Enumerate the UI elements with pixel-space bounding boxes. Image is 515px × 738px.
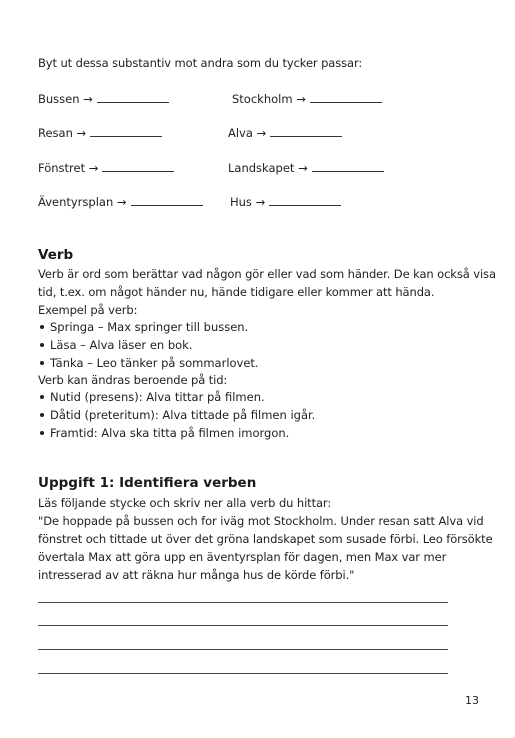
answer-line[interactable] (38, 649, 448, 650)
verb-description-line-1: Verb är ord som berättar vad någon gör eller vad som händer. De kan också visa (38, 267, 496, 281)
task-heading: Uppgift 1: Identifiera verben (38, 475, 257, 491)
noun-right-4 (230, 194, 341, 210)
passage-line-2: fönstret och tittade ut över det gröna landskapet som susade förbi. Leo försökte (38, 532, 493, 546)
noun-label: Hus → (230, 195, 266, 209)
answer-blank[interactable] (312, 160, 384, 172)
list-item: Dåtid (preteritum): Alva tittade på filmen igår. (38, 406, 315, 424)
passage-line-1: "De hoppade på bussen och for iväg mot Stockholm. Under resan satt Alva vid (38, 514, 484, 528)
answer-blank[interactable] (102, 160, 174, 172)
passage-line-3: övertala Max att göra upp en äventyrsplan för dagen, men Max var mer (38, 550, 447, 564)
noun-instruction: Byt ut dessa substantiv mot andra som du tycker passar: (38, 56, 363, 70)
tense-list (38, 388, 315, 442)
noun-label: Alva → (228, 126, 267, 140)
list-item: Framtid: Alva ska titta på filmen imorgon. (38, 424, 315, 442)
list-item: Springa – Max springer till bussen. (38, 318, 259, 336)
noun-label: Stockholm → (232, 92, 306, 106)
verb-heading: Verb (38, 247, 74, 263)
list-item: Nutid (presens): Alva tittar på filmen. (38, 388, 315, 406)
noun-label: Bussen → (38, 92, 93, 106)
noun-label: Fönstret → (38, 161, 99, 175)
answer-line[interactable] (38, 673, 448, 674)
examples-label: Exempel på verb: (38, 303, 138, 317)
passage-line-4: intresserad av att räkna hur många hus de körde förbi." (38, 568, 355, 582)
answer-line[interactable] (38, 625, 448, 626)
noun-label: Landskapet → (228, 161, 308, 175)
noun-right-2 (228, 125, 342, 141)
answer-blank[interactable] (269, 194, 341, 206)
verb-examples-list (38, 318, 259, 372)
noun-left-2 (38, 125, 162, 141)
noun-right-1 (232, 91, 382, 107)
verb-description-line-2: tid, t.ex. om något händer nu, hände tidigare eller kommer att hända. (38, 285, 435, 299)
noun-label: Resan → (38, 126, 87, 140)
answer-blank[interactable] (90, 125, 162, 137)
answer-blank[interactable] (131, 194, 203, 206)
answer-blank[interactable] (97, 91, 169, 103)
noun-right-3 (228, 160, 384, 176)
noun-left-1 (38, 91, 169, 107)
task-instruction: Läs följande stycke och skriv ner alla verb du hittar: (38, 496, 332, 510)
page-number: 13 (465, 694, 479, 707)
noun-left-4 (38, 194, 203, 210)
answer-blank[interactable] (310, 91, 382, 103)
list-item: Tänka – Leo tänker på sommarlovet. (38, 354, 259, 372)
answer-blank[interactable] (270, 125, 342, 137)
noun-left-3 (38, 160, 174, 176)
tense-label: Verb kan ändras beroende på tid: (38, 373, 228, 387)
noun-label: Äventyrsplan → (38, 195, 127, 209)
answer-line[interactable] (38, 602, 448, 603)
list-item: Läsa – Alva läser en bok. (38, 336, 259, 354)
